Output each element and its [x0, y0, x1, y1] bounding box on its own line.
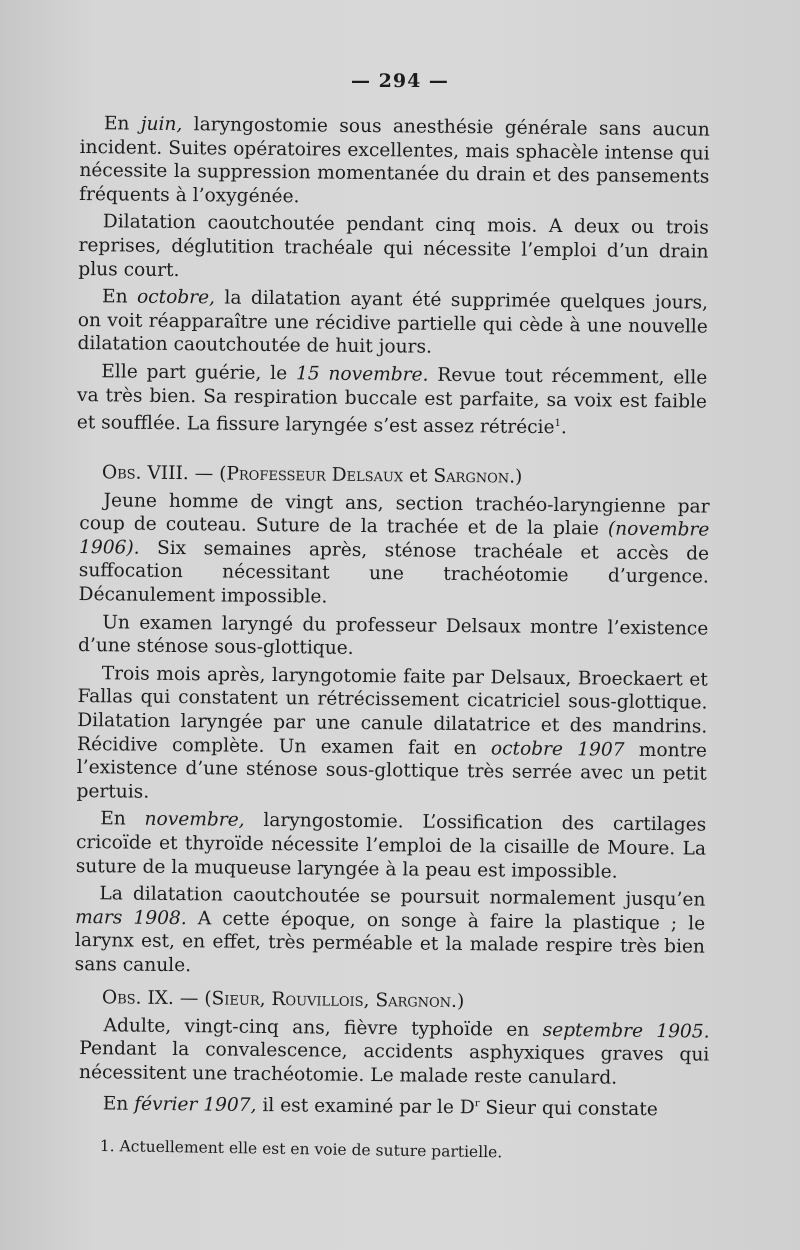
para1-text-a: En: [103, 113, 141, 135]
para5-text-c: Six semaines après, sténose trachéale et accès de suffocation nécessitant une trachéotomie d’urgence. Décanulement impossible.: [78, 537, 710, 608]
para1-date: juin,: [140, 113, 183, 136]
paragraph-trois-mois: [76, 662, 707, 810]
para11-text-a: En: [102, 1093, 135, 1116]
paragraph-jeune-homme: [78, 489, 709, 614]
para8-text-a: En: [100, 808, 145, 831]
obs8-conjunction: et: [403, 465, 434, 487]
para5-text-a: Jeune homme de vingt ans, section trachéo-laryngienne par coup de couteau. Suture de la trachée et de la plaie: [79, 489, 710, 540]
page-number: — 294 —: [351, 70, 449, 92]
paragraph-adulte: [79, 1014, 710, 1091]
obs9-authors: Sieur, Rouvillois, Sargnon: [211, 988, 452, 1012]
para5-date: (novembre 1906).: [78, 518, 710, 559]
para11-date: février 1907,: [134, 1094, 257, 1117]
para8-date: novembre,: [144, 809, 245, 832]
para3-date: octobre,: [136, 286, 216, 309]
para4-text-a: Elle part guérie, le: [101, 361, 297, 385]
para11-text-d: Sieur qui constate: [479, 1097, 658, 1121]
para4-text-d: .: [560, 417, 567, 439]
obs9-heading: [80, 986, 710, 1016]
para10-text-a: Adulte, vingt-cinq ans, fièvre typhoïde en: [103, 1014, 543, 1041]
para10-date: septembre 1905.: [542, 1019, 710, 1043]
paragraph-octobre: [77, 285, 708, 362]
obs9-end: .): [450, 990, 465, 1013]
para9-date: mars 1908.: [75, 906, 187, 929]
para7-date: octobre 1907: [490, 737, 625, 761]
footnote-text: Actuellement elle est en voie de suture partielle.: [114, 1137, 503, 1162]
text-block-obs9: [79, 986, 710, 1127]
obs8-author-1: Delsaux: [331, 464, 404, 487]
paragraph-novembre: [76, 807, 707, 884]
para9-text-c: A cette époque, on songe à faire la plastique ; le larynx est, en effet, très perméable et la malade respire très bien sans canule.: [74, 907, 706, 977]
paragraph-examen: Un examen laryngé du professeur Delsaux montre l’existence d’une sténose sous-glottique.: [77, 611, 709, 660]
para8-text-c: laryngostomie. L’ossification des cartilages cricoïde et thyroïde nécessite l’emploi de la cisaille de Moure. La suture de la muqueuse laryngée à la peau est impossible.: [75, 810, 707, 883]
para10-text-c: Pendant la convalescence, accidents asphyxiques graves qui nécessitent une trachéotomie. Le malade reste canulard.: [78, 1038, 710, 1089]
obs8-end: .): [509, 466, 523, 488]
para11-title-sup: r: [474, 1098, 480, 1110]
para3-text-c: la dilatation ayant été supprimée quelques jours, on voit réapparaître une récidive partielle qui cède à une nouvelle dilatation caoutchoutée de huit jours.: [77, 287, 709, 359]
obs8-label: Obs. VIII. — (Professeur: [101, 462, 332, 486]
text-block-obs7-end: [77, 112, 710, 445]
para7-text-a: Trois mois après, laryngotomie faite par Delsaux, Broeckaert et Fallas qui constatent un rétrécissement cicatriciel sous-glottique. Dilatation laryngée par une canule dilatatrice et des mandrins. Récidive complète. Un examen fait en: [76, 662, 708, 759]
para7-text-c: montre l’existence d’une sténose sous-glottique très serrée avec un petit pertuis.: [76, 739, 708, 803]
footnote: [100, 1136, 700, 1165]
obs9-label: Obs. IX. — (: [101, 987, 212, 1010]
paragraph-fevrier: [79, 1088, 709, 1122]
para11-text-c: il est examiné par le D: [256, 1095, 475, 1119]
text-block-obs8: [75, 461, 710, 987]
footnote-ref[interactable]: 1: [554, 418, 561, 430]
para9-text-a: La dilatation caoutchoutée se poursuit normalement jusqu’en: [99, 883, 706, 911]
para4-text-c: Revue tout récemment, elle va très bien. Sa respiration buccale est parfaite, sa voix est faible et soufflée. La fissure laryngée s’est assez rétrécie: [76, 364, 708, 439]
para1-text-c: laryngostomie sous anesthésie générale sans aucun incident. Suites opératoires excellentes, mais sphacèle intense qui nécessite la suppression momentanée du drain et des pansements fréquents à l’oxygénée.: [79, 114, 710, 208]
paragraph-dilatation-suite: [75, 882, 706, 983]
paragraph-guerie: [77, 360, 708, 442]
paragraph-juin: [79, 112, 710, 213]
obs8-heading: [80, 461, 710, 491]
obs8-author-2: Sargnon: [433, 465, 510, 488]
para3-text-a: En: [101, 286, 138, 308]
footnote-marker: 1.: [99, 1136, 115, 1156]
paragraph-dilatation: Dilatation caoutchoutée pendant cinq mois. A deux ou trois reprises, déglutition trachéale qui nécessite l’emploi d’un drain plus court.: [78, 211, 709, 281]
para4-date: 15 novembre.: [295, 363, 429, 386]
